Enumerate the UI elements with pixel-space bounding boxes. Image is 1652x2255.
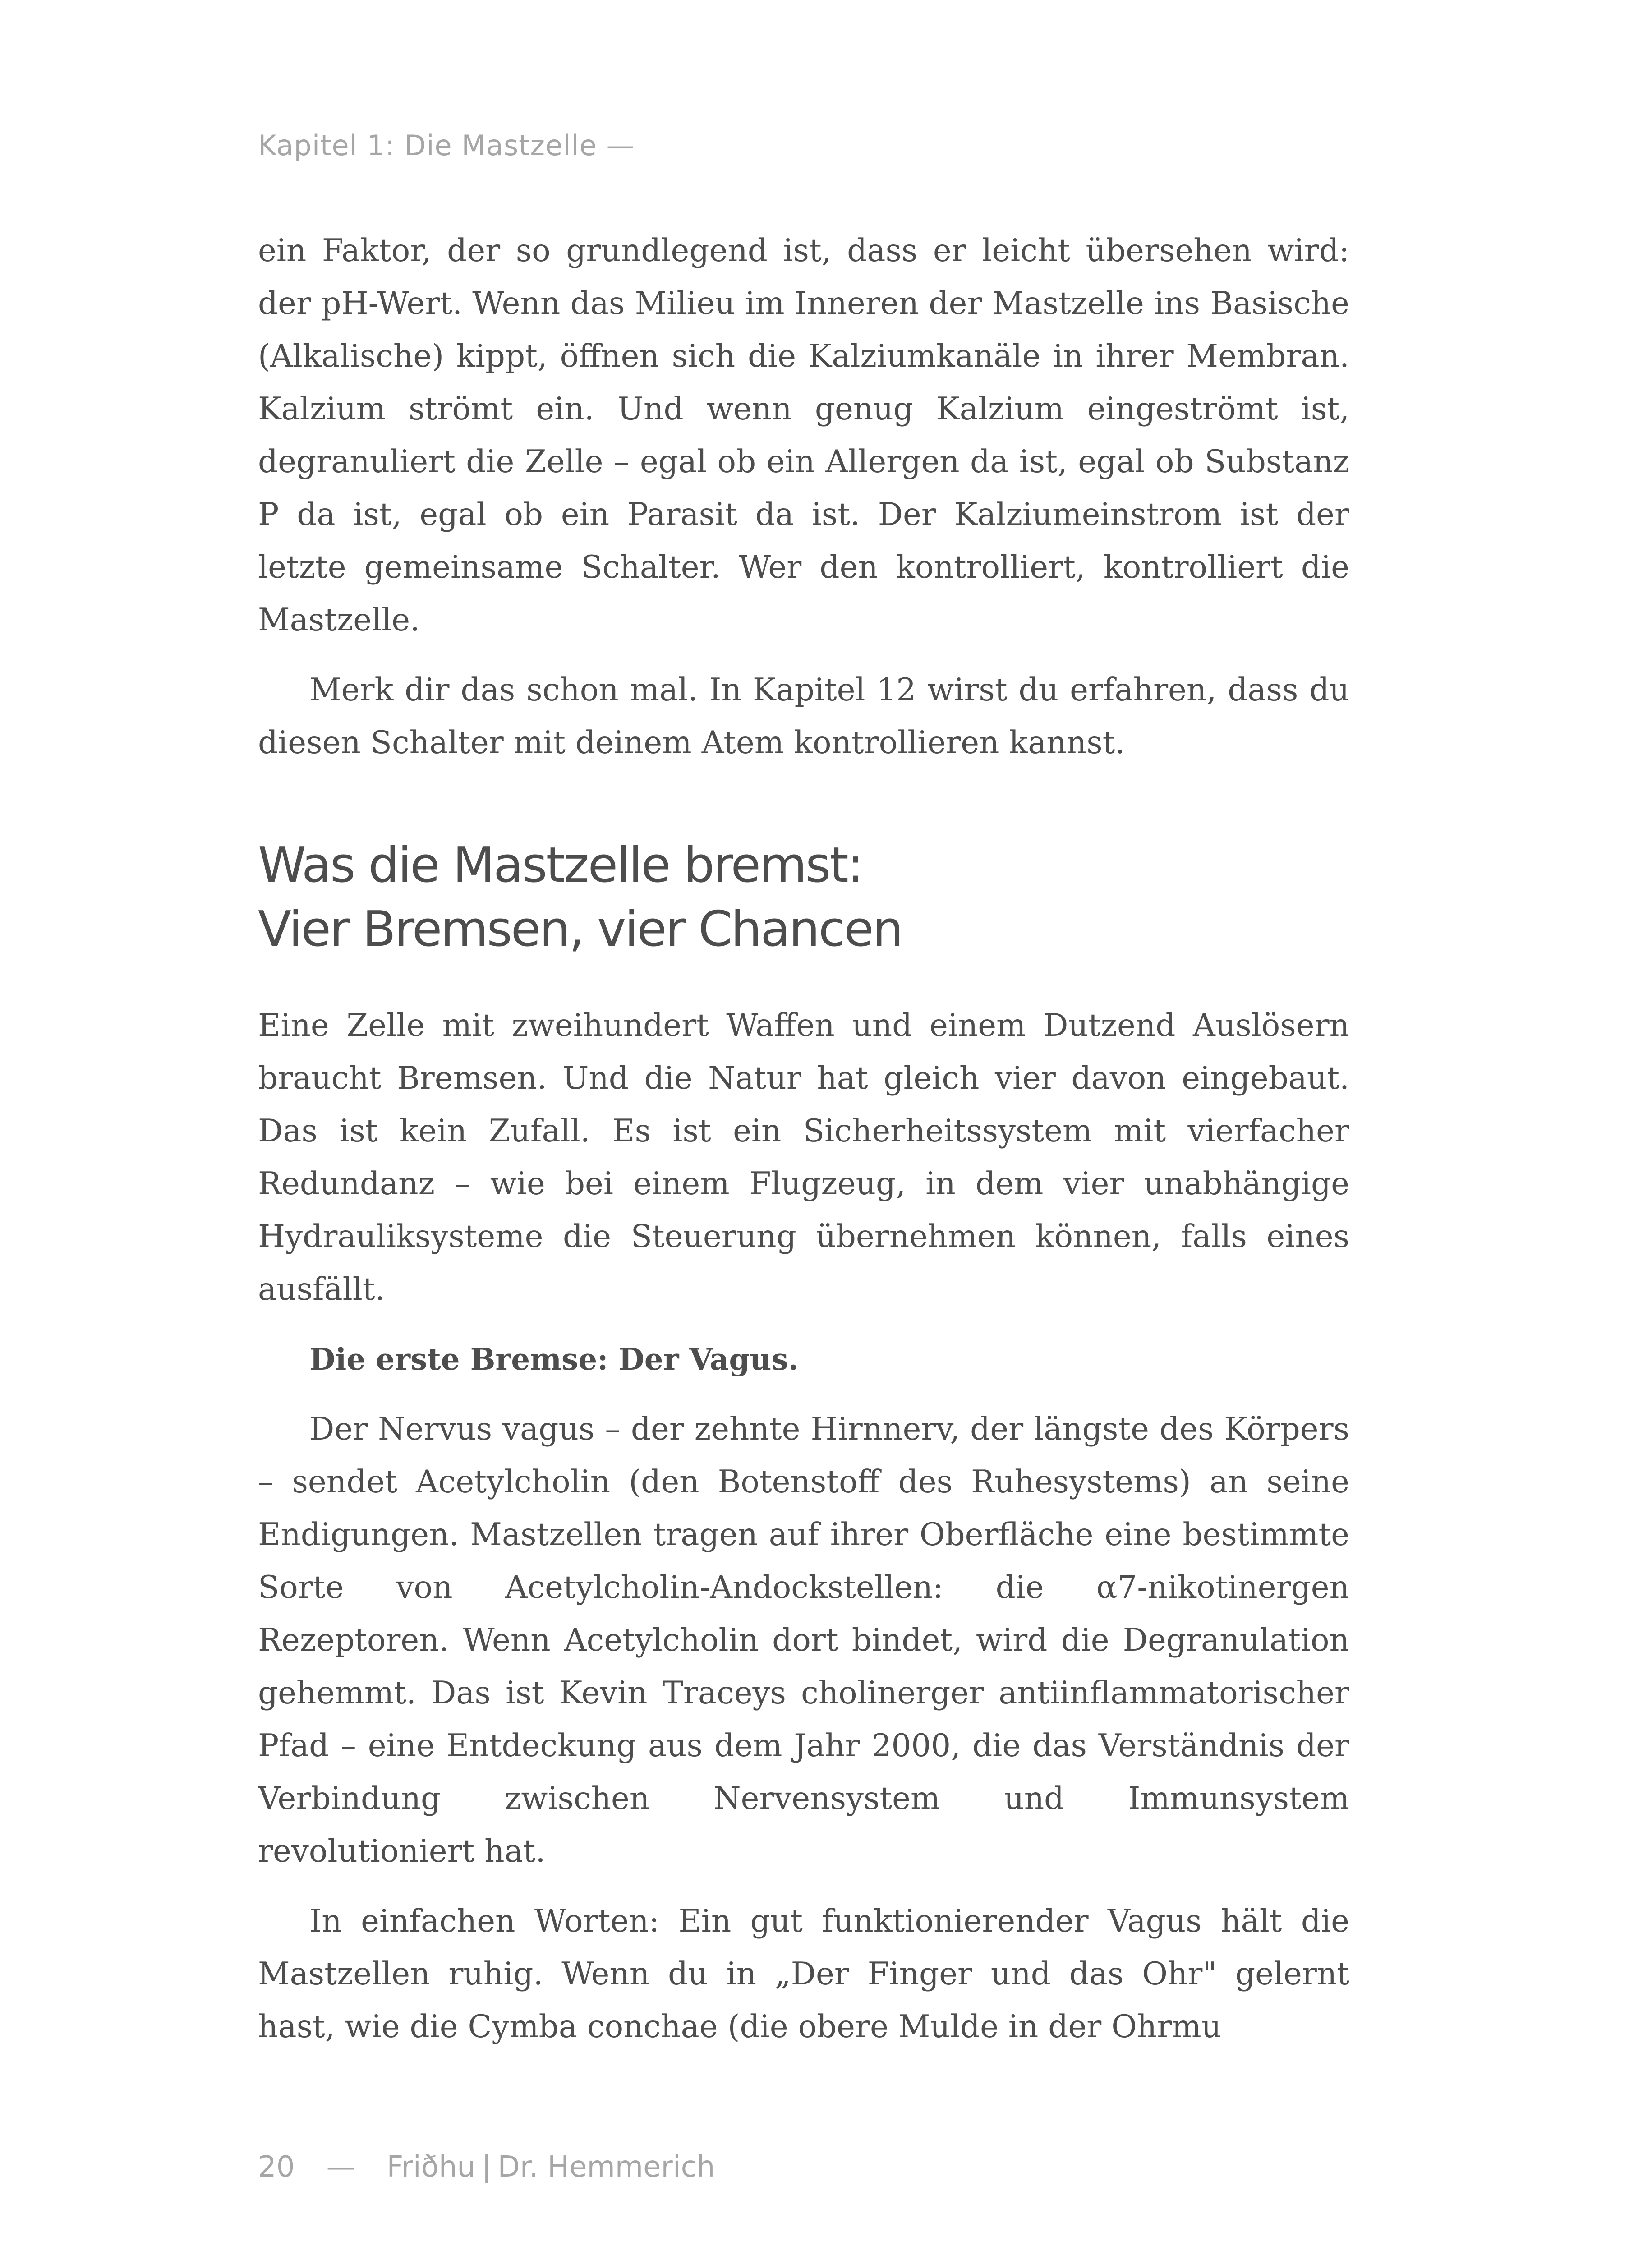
section-text [258, 999, 1349, 2053]
section-paragraph: Eine Zelle mit zweihundert Waffen und einem Dutzend Auslösern braucht Bremsen. Und die Natur hat gleich vier davon eingebaut. Das ist kein Zufall. Es ist ein Sicherheitssystem mit vierfacher Redundanz – wie bei einem Flugzeug, in dem vier unabhängige Hydrauliksysteme die Steuerung übernehmen können, falls eines ausfällt. [258, 1008, 1349, 1307]
section-heading [258, 833, 902, 962]
section-paragraph: Der Nervus vagus – der zehnte Hirnnerv, der längste des Körpers – sendet Acetylcholin (den Botenstoff des Ruhesystems) an seine Endigungen. Mastzellen tragen auf ihrer Oberfläche eine bestimmte Sorte von Acetylcholin-Andockstellen: die α7-nikotinergen Rezeptoren. Wenn Acetylcholin dort bindet, wird die Degranulation gehemmt. Das ist Kevin Traceys cholinerger antiinflammatorischer Pfad – eine Entdeckung aus dem Jahr 2000, die das Verständnis der Verbindung zwischen Nervensystem und Immunsystem revolutioniert hat. [258, 1411, 1349, 1869]
footer-separator: — [326, 2150, 355, 2184]
author-name: Dr. Hemmerich [497, 2150, 715, 2184]
section-paragraph: In einfachen Worten: Ein gut funktionierender Vagus hält die Mastzellen ruhig. Wenn du in „Der Finger und das Ohr" gelernt hast, wie die Cymba conchae (die obere Mulde in der Ohrmu [258, 1903, 1349, 2045]
brake-subheading: Die erste Bremse: Der Vagus. [309, 1342, 799, 1377]
footer-divider: | [481, 2150, 492, 2184]
intro-paragraph: Merk dir das schon mal. In Kapitel 12 wirst du erfahren, dass du diesen Schalter mit deinem Atem kontrollieren kannst. [258, 672, 1349, 761]
running-head: Kapitel 1: Die Mastzelle — [258, 129, 635, 162]
page-footer [258, 2150, 715, 2184]
brand-name: Friðhu [387, 2150, 475, 2184]
intro-paragraph: ein Faktor, der so grundlegend ist, dass er leicht übersehen wird: der pH-Wert. Wenn das Milieu im Inneren der Mastzelle ins Basische (Alkalische) kippt, öffnen sich die Kalziumkanäle in ihrer Membran. Kalzium strömt ein. Und wenn genug Kalzium eingeströmt ist, degranuliert die Zelle – egal ob ein Allergen da ist, egal ob Substanz P da ist, egal ob ein Parasit da ist. Der Kalziumeinstrom ist der letzte gemeinsame Schalter. Wer den kontrolliert, kontrolliert die Mastzelle. [258, 233, 1349, 638]
page-number: 20 [258, 2150, 295, 2184]
section-heading-line: Vier Bremsen, vier Chancen [258, 901, 902, 957]
section-heading-line: Was die Mastzelle bremst: [258, 837, 863, 893]
intro-text [258, 225, 1349, 769]
